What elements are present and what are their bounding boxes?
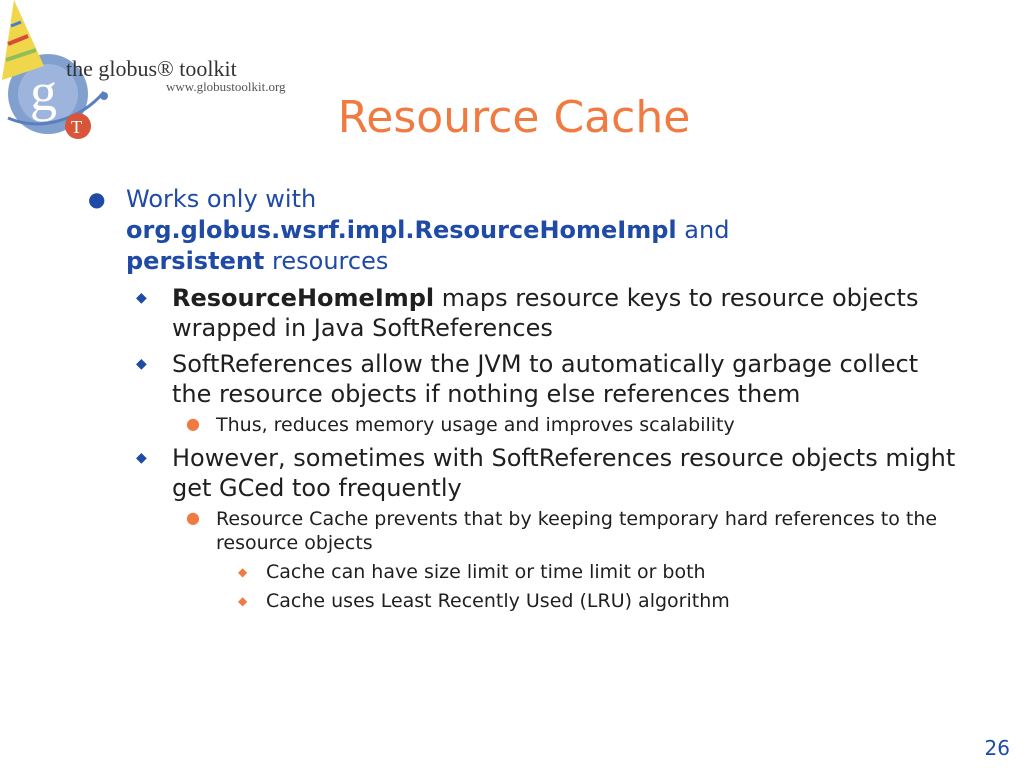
bullet-text: resources: [264, 247, 389, 275]
diamond-bullet-icon: ◆: [238, 565, 248, 579]
bullet-level1: [84, 184, 964, 277]
diamond-bullet-icon: ◆: [136, 450, 147, 466]
round-bullet-icon: ●: [186, 508, 200, 527]
bullet-text: Cache can have size limit or time limit or both: [266, 561, 706, 583]
bullet-bold-text: persistent: [126, 247, 265, 275]
bullet-text: Thus, reduces memory usage and improves scalability: [216, 414, 735, 436]
slide-body: [84, 184, 964, 613]
bullet-level2: [84, 349, 964, 409]
bullet-level3: [84, 413, 964, 437]
bullet-text: Resource Cache prevents that by keeping temporary hard references to the resource objects: [216, 508, 938, 554]
bullet-bold-text: org.globus.wsrf.impl.ResourceHomeImpl: [126, 216, 677, 244]
bullet-text: and: [676, 216, 730, 244]
svg-text:g: g: [30, 62, 57, 122]
svg-text:T: T: [71, 117, 82, 137]
diamond-bullet-icon: ◆: [238, 594, 248, 608]
diamond-bullet-icon: ◆: [136, 356, 147, 372]
logo-brand-text: the globus® toolkit: [66, 56, 237, 81]
bullet-level2: [84, 283, 964, 343]
bullet-level2: [84, 443, 964, 503]
round-bullet-icon: ●: [88, 187, 106, 211]
bullet-bold-text: ResourceHomeImpl: [172, 284, 435, 312]
round-bullet-icon: ●: [186, 414, 200, 433]
bullet-text: Works only with: [126, 185, 317, 213]
slide-title: Resource Cache: [337, 92, 691, 143]
bullet-level4: [84, 589, 964, 613]
bullet-text: SoftReferences allow the JVM to automatically garbage collect the resource objects if nothing else references them: [172, 350, 919, 408]
bullet-text: maps resource keys to resource objects wrapped in Java SoftReferences: [172, 284, 919, 342]
bullet-level4: [84, 560, 964, 584]
logo-url-text: www.globustoolkit.org: [166, 79, 286, 94]
bullet-text: Cache uses Least Recently Used (LRU) algorithm: [266, 590, 730, 612]
page-number: 26: [984, 736, 1010, 760]
bullet-level3: [84, 507, 964, 555]
bullet-text: However, sometimes with SoftReferences resource objects might get GCed too frequently: [172, 444, 956, 502]
diamond-bullet-icon: ◆: [136, 290, 147, 306]
